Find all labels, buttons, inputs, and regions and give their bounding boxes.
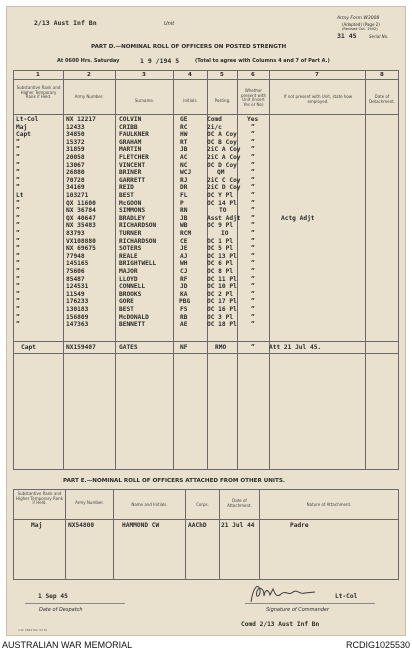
- table-row: [7, 192, 405, 199]
- present-cell: ”: [251, 222, 255, 230]
- table-row: [7, 215, 405, 222]
- rank-cell: ”: [16, 222, 20, 230]
- present-cell: ”: [251, 146, 255, 154]
- present-cell: ”: [251, 169, 255, 177]
- present-cell: ”: [251, 207, 255, 215]
- table-row: [7, 291, 405, 298]
- table-row: [7, 260, 405, 267]
- army-number-cell: NX159407: [66, 344, 96, 351]
- army-number-cell: 147363: [66, 321, 89, 329]
- army-number-cell: 34850: [66, 131, 85, 139]
- col-header-present: Whether present with Unit (Insert Yes or No): [241, 88, 266, 107]
- initials-cell: KA: [180, 290, 188, 298]
- posting-cell: OC 1 Pl: [207, 237, 234, 245]
- posting-cell: OC 5 Pl: [207, 245, 234, 253]
- surname-cell: BRIGHTWELL: [119, 260, 157, 268]
- col-number: 1: [36, 72, 40, 78]
- army-number-cell: 124531: [66, 283, 89, 291]
- rank-cell: ”: [16, 321, 20, 329]
- print-code: A.W. 2864 Mar 43 5S: [18, 628, 48, 632]
- e-col-header-rank: Substantive Rank and Higher Temporary Rank if Held.: [15, 491, 64, 506]
- surname-cell: GARRETT: [119, 176, 146, 184]
- posting-cell: RMO: [215, 344, 227, 351]
- rank-cell: ”: [16, 176, 20, 184]
- army-number-cell: 34169: [66, 184, 85, 192]
- surname-cell: FLETCHER: [119, 154, 149, 161]
- present-cell: ”: [251, 123, 255, 131]
- col-number: 8: [380, 72, 384, 78]
- present-cell: ”: [251, 245, 255, 253]
- army-number-cell: QX 11600: [66, 199, 96, 207]
- document-page: [6, 6, 406, 636]
- rank-cell: ”: [16, 146, 20, 154]
- posting-cell: OC 11 Pl: [207, 275, 237, 283]
- posting-cell: TO: [219, 207, 227, 215]
- surname-cell: VINCENT: [119, 161, 146, 169]
- table-row: [7, 306, 405, 313]
- posting-cell: OC 10 Pl: [207, 283, 237, 291]
- rank-cell: ”: [16, 161, 20, 169]
- initials-cell: WB: [180, 222, 188, 230]
- initials-cell: JB: [180, 146, 188, 154]
- col-header-employed: If not present with Unit, state how employed.: [283, 94, 353, 104]
- table-row: [7, 276, 405, 283]
- col-header-number: Army Number.: [74, 94, 104, 99]
- initials-cell: DR: [180, 184, 188, 192]
- despatch-label: Date of Despatch: [39, 607, 83, 613]
- surname-cell: REALE: [119, 252, 138, 260]
- rank-cell: ”: [16, 275, 20, 283]
- date-suffix: (Total to agree with Columns 4 and 7 of Part A.): [195, 58, 330, 64]
- unit-label: Unit: [164, 21, 175, 27]
- col-number: 4: [188, 72, 192, 78]
- e-col-header-date: Date of Attachment.: [227, 498, 252, 508]
- posting-cell: OC 9 Pl: [207, 222, 234, 230]
- surname-cell: McDONALD: [119, 313, 149, 321]
- initials-cell: JE: [180, 245, 188, 253]
- initials-cell: WH: [180, 260, 188, 268]
- col-number: 5: [220, 72, 224, 78]
- present-cell: ”: [251, 184, 255, 192]
- posting-cell: IO: [221, 230, 229, 237]
- table-row: [7, 222, 405, 229]
- army-number-cell: VX108880: [66, 237, 96, 245]
- col-header-surname: Surname.: [134, 98, 155, 103]
- col-number: 6: [251, 72, 255, 78]
- table-row: [7, 230, 405, 237]
- present-cell: ”: [251, 290, 255, 298]
- surname-cell: BENNETT: [119, 321, 146, 329]
- col-header-posting: Posting.: [214, 98, 231, 103]
- rank-cell: ”: [16, 154, 20, 161]
- initials-cell: RT: [180, 138, 188, 146]
- initials-cell: AJ: [180, 252, 188, 260]
- employed-cell: Actg Adjt: [281, 214, 315, 222]
- part-d-title: PART D.—NOMINAL ROLL OF OFFICERS ON POSTED STRENGTH: [91, 44, 287, 50]
- rank-cell: ”: [16, 237, 20, 245]
- posting-cell: 2iC D Coy: [207, 184, 241, 192]
- posting-cell: OC 17 Pl: [207, 298, 237, 306]
- table-row: [7, 200, 405, 207]
- table-row: [7, 124, 405, 131]
- rank-cell: Maj: [16, 123, 28, 131]
- present-cell: ”: [251, 306, 255, 313]
- posting-cell: 2iC A Coy: [207, 146, 241, 154]
- army-number-cell: 31859: [66, 146, 85, 154]
- posting-cell: QM: [217, 169, 225, 177]
- table-row: [7, 245, 405, 252]
- initials-cell: WCJ: [180, 169, 192, 177]
- army-number-cell: 176233: [66, 298, 89, 306]
- present-cell: ”: [251, 298, 255, 306]
- archive-id: RCDIG1025530: [345, 640, 410, 650]
- table-row: [7, 298, 405, 305]
- rank-cell: Maj: [31, 522, 43, 529]
- initials-cell: RCM: [180, 230, 192, 237]
- posting-cell: OC 13 Pl: [207, 252, 237, 260]
- present-cell: ”: [251, 268, 255, 275]
- rank-cell: Lt: [16, 192, 24, 199]
- surname-cell: CONNELL: [119, 283, 146, 291]
- table-row: [7, 131, 405, 138]
- table-row: [7, 314, 405, 321]
- present-cell: ”: [251, 344, 255, 351]
- present-cell: ”: [251, 230, 255, 237]
- initials-cell: JB: [180, 214, 188, 222]
- posting-cell: OC 2 Pl: [207, 290, 234, 298]
- surname-cell: GORE: [119, 298, 134, 306]
- initials-cell: RN: [180, 207, 188, 215]
- present-cell: ”: [251, 161, 255, 169]
- army-number-cell: NX 69675: [66, 245, 96, 253]
- army-number-cell: 12433: [66, 123, 85, 131]
- part-e-title: PART E.—NOMINAL ROLL OF OFFICERS ATTACHED FROM OTHER UNITS.: [63, 478, 285, 484]
- col-header-initials: Initials.: [183, 98, 198, 103]
- posting-cell: OC 3 Pl: [207, 313, 234, 321]
- despatch-date: 1 Sep 45: [38, 593, 68, 600]
- table-row: [7, 522, 405, 529]
- employed-cell: Att 21 Jul 45.: [269, 344, 322, 351]
- table-row: [7, 207, 405, 214]
- rank-cell: ”: [16, 290, 20, 298]
- present-cell: ”: [251, 260, 255, 268]
- posting-cell: 2iC C Coy: [207, 176, 241, 184]
- army-number-cell: 75606: [66, 268, 85, 275]
- posting-cell: 2iC A Coy: [207, 154, 241, 161]
- table-row: [7, 139, 405, 146]
- surname-cell: FAULKNER: [119, 131, 149, 139]
- rank-cell: ”: [16, 313, 20, 321]
- army-number-cell: NX 36784: [66, 207, 96, 215]
- table-row: [7, 146, 405, 153]
- serial-label: Serial No.: [369, 34, 389, 39]
- serial-value: 31 45: [337, 32, 357, 40]
- rank-cell: ”: [16, 207, 20, 215]
- form-adapted: (Adapted) (Page 2): [342, 22, 380, 27]
- commander-line: Comd 2/13 Aust Inf Bn: [241, 621, 320, 628]
- e-col-header-number: Army Number.: [75, 500, 104, 505]
- initials-cell: AC: [180, 154, 188, 161]
- initials-cell: FL: [180, 192, 188, 199]
- table-row: [7, 283, 405, 290]
- table-row: [7, 238, 405, 245]
- archive-name: AUSTRALIAN WAR MEMORIAL: [2, 640, 133, 650]
- surname-cell: MARTIN: [119, 146, 142, 154]
- army-number-cell: QX 40647: [66, 214, 96, 222]
- rank-cell: ”: [16, 306, 20, 313]
- initials-cell: HW: [180, 131, 188, 139]
- surname-cell: LLOYD: [119, 275, 138, 283]
- posting-cell: OC 16 Pl: [207, 306, 237, 313]
- name-cell: HAMMOND CW: [122, 522, 160, 529]
- initials-cell: RB: [180, 313, 188, 321]
- form-revised: (Revised Oct. 1942): [342, 27, 378, 31]
- attachment-nature-cell: Padre: [290, 522, 309, 529]
- initials-cell: NC: [180, 161, 188, 169]
- col-number: 2: [87, 72, 91, 78]
- corps-cell: AAChD: [188, 522, 207, 529]
- posting-cell: OC 14 Pl: [207, 199, 237, 207]
- surname-cell: COLVIN: [119, 116, 142, 123]
- table-row: [7, 321, 405, 328]
- rank-cell: ”: [16, 230, 20, 237]
- e-col-header-name: Name and Initials.: [131, 502, 168, 507]
- army-number-cell: 103271: [66, 192, 89, 199]
- table-row: [7, 116, 405, 123]
- posting-cell: OC B Coy: [207, 138, 237, 146]
- initials-cell: RF: [180, 275, 188, 283]
- present-cell: ”: [251, 321, 255, 329]
- initials-cell: RJ: [180, 176, 188, 184]
- rank-cell: ”: [16, 260, 20, 268]
- attachment-date-cell: 21 Jul 44: [221, 522, 255, 529]
- rank-cell: ”: [16, 214, 20, 222]
- present-cell: ”: [251, 252, 255, 260]
- table-row: [7, 154, 405, 161]
- army-number-cell: 26880: [66, 169, 85, 177]
- rank-cell: ”: [16, 283, 20, 291]
- rank-cell: ”: [16, 252, 20, 260]
- army-number-cell: 85487: [66, 275, 85, 283]
- posting-cell: OC Y Pl: [207, 192, 234, 199]
- surname-cell: BEST: [119, 192, 134, 199]
- table-row: [7, 268, 405, 275]
- army-number-cell: 13067: [66, 161, 85, 169]
- initials-cell: JD: [180, 283, 188, 291]
- present-cell: ”: [251, 154, 255, 161]
- rank-cell: ”: [16, 169, 20, 177]
- army-number-cell: 83793: [66, 230, 85, 237]
- initials-cell: AE: [180, 321, 188, 329]
- rank-cell: Lt-Col: [16, 116, 39, 123]
- table-row: [7, 184, 405, 191]
- present-cell: ”: [251, 138, 255, 146]
- army-number-cell: 20058: [66, 154, 85, 161]
- rank-cell: Capt: [16, 131, 31, 139]
- initials-cell: P: [180, 199, 184, 207]
- initials-cell: CJ: [180, 268, 188, 275]
- col-number: 7: [315, 72, 319, 78]
- initials-cell: RC: [180, 123, 188, 131]
- archive-footer: [0, 636, 412, 654]
- surname-cell: BRINER: [119, 169, 142, 177]
- surname-cell: RICHARDSON: [119, 237, 157, 245]
- rank-cell: ”: [16, 245, 20, 253]
- posting-cell: OC A Coy: [207, 131, 237, 139]
- posting-cell: OC 6 Pl: [207, 260, 234, 268]
- present-cell: ”: [251, 176, 255, 184]
- army-number-cell: NX54800: [68, 522, 95, 529]
- unit-value: 2/13 Aust Inf Bn: [34, 19, 97, 27]
- present-cell: ”: [251, 283, 255, 291]
- surname-cell: BEST: [119, 306, 134, 313]
- rank-cell: ”: [16, 298, 20, 306]
- surname-cell: GATES: [119, 344, 138, 351]
- date-prefix: At 0600 Hrs. Saturday: [57, 58, 120, 64]
- present-cell: Yes: [247, 116, 259, 123]
- surname-cell: BROOKS: [119, 290, 142, 298]
- army-number-cell: 156809: [66, 313, 89, 321]
- present-cell: ”: [251, 237, 255, 245]
- surname-cell: BRADLEY: [119, 214, 146, 222]
- col-header-rank: Substantive Rank and Higher Temporary Rank if Held.: [16, 85, 61, 100]
- rank-cell: ”: [16, 184, 20, 192]
- date-value: 1 9 /194 5: [140, 57, 180, 65]
- posting-cell: OC 8 Pl: [207, 268, 234, 275]
- initials-cell: NF: [180, 344, 188, 351]
- signature-label: Signature of Commander: [266, 607, 330, 613]
- rank-cell: ”: [16, 199, 20, 207]
- rank-cell: Capt: [21, 344, 36, 351]
- army-number-cell: NX 12217: [66, 116, 96, 123]
- army-number-cell: 130183: [66, 306, 89, 313]
- present-cell: ”: [251, 131, 255, 139]
- surname-cell: SOTERS: [119, 245, 142, 253]
- rank-cell: ”: [16, 138, 20, 146]
- present-cell: ”: [251, 199, 255, 207]
- present-cell: ”: [251, 192, 255, 199]
- e-col-header-corps: Corps.: [196, 502, 209, 507]
- surname-cell: RICHARDSON: [119, 222, 157, 230]
- army-number-cell: 145165: [66, 260, 89, 268]
- surname-cell: SIMMONS: [119, 207, 146, 215]
- posting-cell: Comd: [207, 116, 222, 123]
- surname-cell: CRIBB: [119, 123, 138, 131]
- surname-cell: TURNER: [119, 230, 142, 237]
- initials-cell: CE: [180, 237, 188, 245]
- table-row: [7, 169, 405, 176]
- initials-cell: PBG: [179, 298, 191, 306]
- table-row: [7, 177, 405, 184]
- table-row: [7, 344, 405, 351]
- posting-cell: OC D Coy: [207, 161, 237, 169]
- initials-cell: GE: [180, 116, 188, 123]
- initials-cell: FS: [180, 306, 188, 313]
- army-number-cell: 70728: [66, 176, 85, 184]
- table-row: [7, 162, 405, 169]
- surname-cell: REID: [119, 184, 134, 192]
- posting-cell: OC 18 Pl: [207, 321, 237, 329]
- posting-cell: Asst Adjt: [207, 214, 241, 222]
- surname-cell: McGOON: [119, 199, 142, 207]
- table-row: [7, 253, 405, 260]
- form-name: Army Form W3008: [337, 16, 380, 21]
- signature-rank: Lt-Col: [335, 593, 358, 600]
- posting-cell: 2i/c: [207, 123, 222, 131]
- surname-cell: GRAHAM: [119, 138, 142, 146]
- col-number: 3: [142, 72, 146, 78]
- army-number-cell: 15372: [66, 138, 85, 146]
- surname-cell: MAJOR: [119, 268, 138, 275]
- present-cell: ”: [251, 313, 255, 321]
- rank-cell: ”: [16, 268, 20, 275]
- col-header-detachment: Date of Detachment.: [368, 94, 396, 104]
- e-col-header-nature: Nature of Attachment.: [306, 502, 352, 507]
- army-number-cell: NX 35483: [66, 222, 96, 230]
- army-number-cell: 11549: [66, 290, 85, 298]
- present-cell: ”: [251, 275, 255, 283]
- army-number-cell: 77948: [66, 252, 85, 260]
- present-cell: ”: [251, 214, 255, 222]
